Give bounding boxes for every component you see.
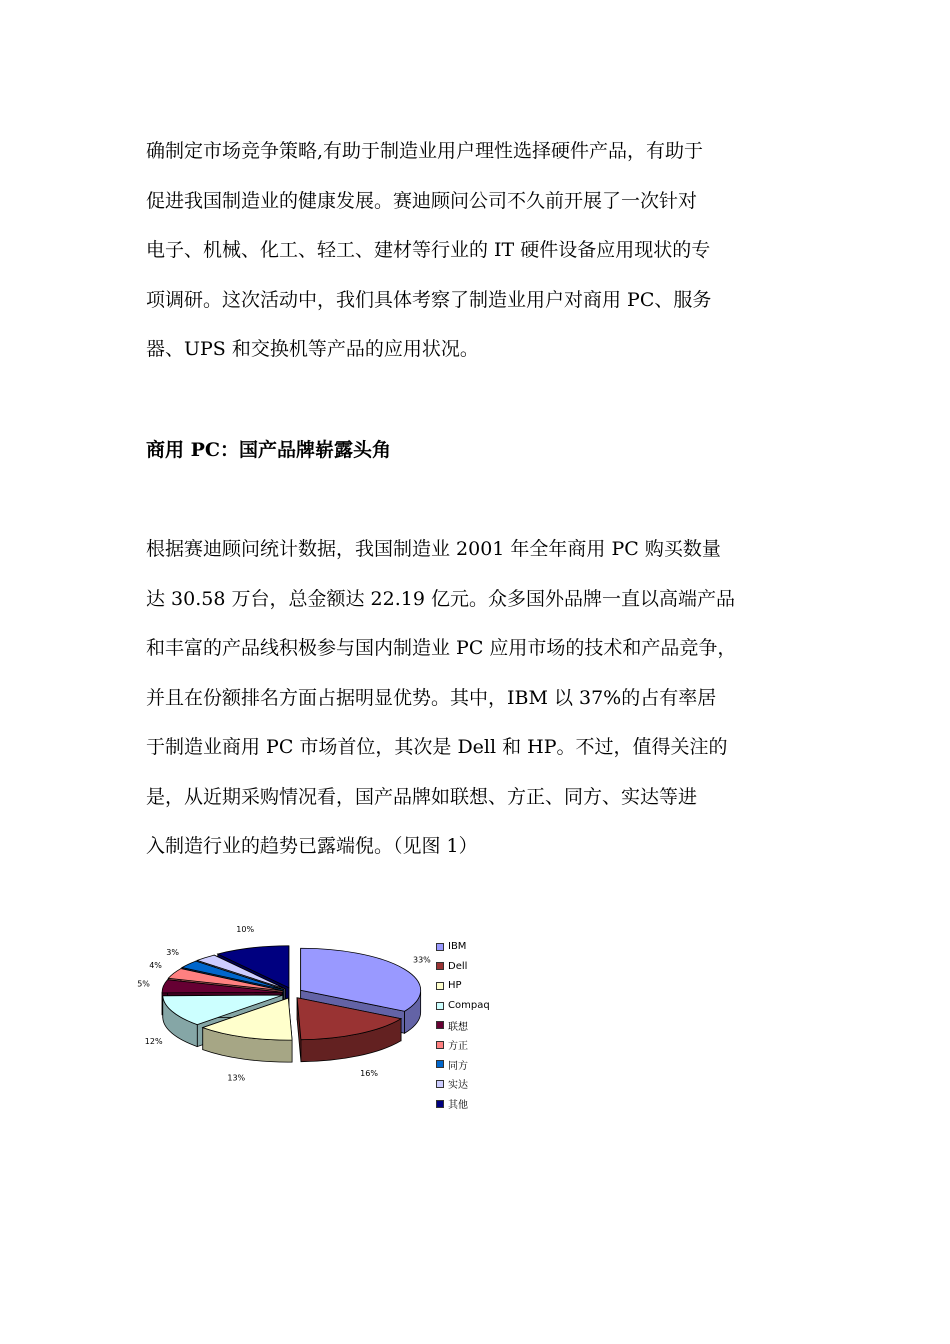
text-line: 项调研。这次活动中，我们具体考察了制造业用户对商用 PC、服务 <box>146 288 712 311</box>
legend-swatch <box>436 1041 444 1049</box>
text-line: 于制造业商用 PC 市场首位，其次是 Dell 和 HP。不过，值得关注的 <box>146 736 728 758</box>
text-line: 达 30.58 万台，总金额达 22.19 亿元。众多国外品牌一直以高端产品 <box>146 587 735 610</box>
legend-label: Compaq <box>448 1000 490 1012</box>
legend-item <box>436 976 506 996</box>
legend-label: 其他 <box>448 1100 468 1112</box>
legend-label: 同方 <box>448 1060 468 1072</box>
legend-label: 方正 <box>448 1041 468 1053</box>
text-line: 根据赛迪顾问统计数据，我国制造业 2001 年全年商用 PC 购买数量 <box>146 538 721 560</box>
legend-item <box>436 1015 506 1035</box>
legend-swatch <box>436 943 444 951</box>
slice-percent-label: 13% <box>227 1073 246 1083</box>
text-line: 和丰富的产品线积极参与国内制造业 PC 应用市场的技术和产品竞争， <box>146 637 737 659</box>
slice-percent-label: 16% <box>360 1068 378 1078</box>
text-line: 是，从近期采购情况看，国产品牌如联想、方正、同方、实达等进 <box>146 785 698 808</box>
text-line: 入制造行业的趋势已露端倪。（见图 1） <box>146 835 478 857</box>
legend-item <box>436 1094 506 1114</box>
paragraph-pc-market <box>146 525 826 872</box>
legend-swatch <box>436 1021 444 1029</box>
text-line: 确制定市场竞争策略,有助于制造业用户理性选择硬件产品，有助于 <box>146 140 704 162</box>
slice-percent-label: 10% <box>236 924 255 934</box>
text-line: 并且在份额排名方面占据明显优势。其中，IBM 以 37%的占有率居 <box>146 686 717 709</box>
legend-label: Dell <box>448 960 468 972</box>
legend-item <box>436 1035 506 1055</box>
legend-label: 联想 <box>448 1021 468 1033</box>
slice-percent-label: 4% <box>149 960 162 970</box>
legend-item <box>436 937 506 957</box>
legend-swatch <box>436 982 444 990</box>
slice-percent-label: 33% <box>413 955 431 965</box>
legend-label: HP <box>448 980 462 992</box>
text-line: 器、UPS 和交换机等产品的应用状况。 <box>146 338 479 360</box>
pie-chart-figure <box>137 924 495 1115</box>
paragraph-intro <box>146 127 826 375</box>
legend-label: 实达 <box>448 1080 468 1092</box>
legend-item <box>436 996 506 1016</box>
legend-swatch <box>436 1060 444 1068</box>
legend-swatch <box>436 1100 444 1108</box>
text-line: 促进我国制造业的健康发展。赛迪顾问公司不久前开展了一次针对 <box>146 189 698 212</box>
legend-item <box>436 957 506 977</box>
legend-label: IBM <box>448 941 467 953</box>
chart-legend <box>436 937 506 1113</box>
section-heading: 商用 PC：国产品牌崭露头角 <box>146 439 392 461</box>
slice-percent-label: 3% <box>166 948 179 958</box>
legend-swatch <box>436 962 444 970</box>
slice-percent-label: 12% <box>144 1037 163 1047</box>
legend-swatch <box>436 1002 444 1010</box>
legend-item <box>436 1074 506 1094</box>
text-line: 电子、机械、化工、轻工、建材等行业的 IT 硬件设备应用现状的专 <box>146 239 711 261</box>
slice-percent-label: 5% <box>137 979 150 989</box>
legend-item <box>436 1055 506 1075</box>
pie-chart <box>137 924 435 1115</box>
legend-swatch <box>436 1080 444 1088</box>
